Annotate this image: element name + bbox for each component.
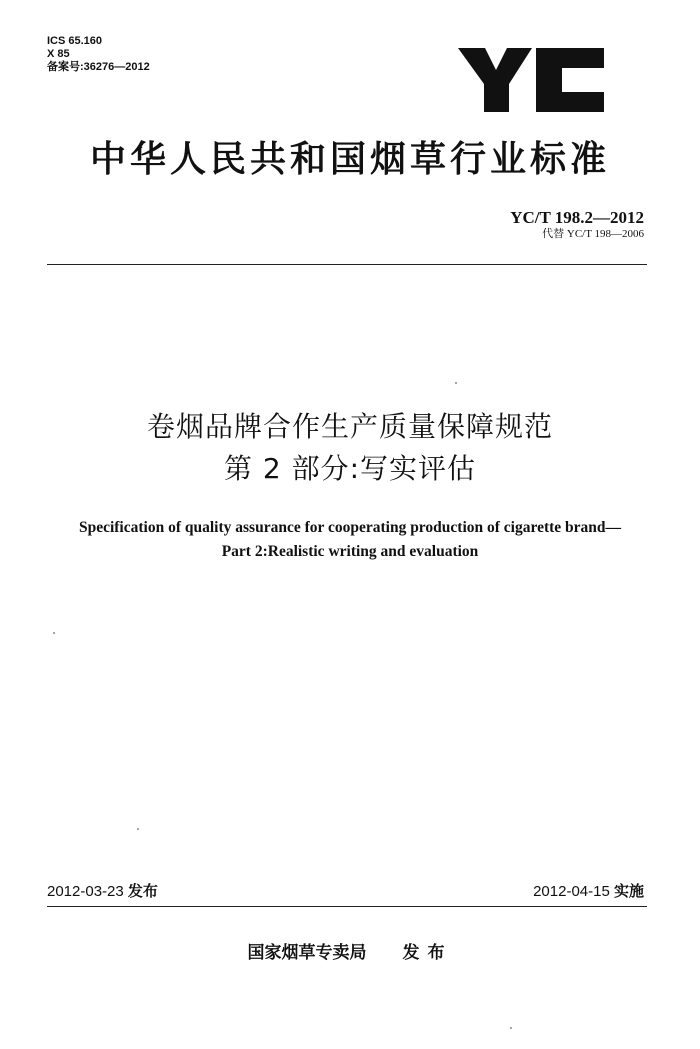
yc-logo [458,44,608,114]
scan-speck [53,632,55,634]
bottom-divider [47,906,647,907]
implement-date-block [533,882,644,902]
doc-title-cn-line2: 第 2 部分:写实评估 [223,452,477,485]
doc-title-en-line1: Specification of quality assurance for cooperating production of cigarette brand— [78,519,622,536]
ics-number: ICS 65.160 [47,35,103,47]
scan-speck [455,382,457,384]
issuer-line [0,942,700,964]
standard-title: 中华人民共和国烟草行业标准 [89,139,610,180]
implement-label: 实施 [613,883,644,900]
standard-code: YC/T 198.2—2012 [510,208,644,227]
implement-date: 2012-04-15 [533,883,610,900]
scan-speck [137,828,139,830]
issuer-action: 发布 [402,943,453,963]
ccs-number: X 85 [47,48,70,60]
issuer-name: 国家烟草专卖局 [247,943,367,963]
doc-title-cn-line1: 卷烟品牌合作生产质量保障规范 [146,410,553,443]
issue-date: 2012-03-23 [47,883,124,900]
filing-number: 备案号:36276—2012 [47,61,150,73]
issue-date-block [47,882,158,902]
logo-text: YC [458,44,460,45]
doc-title-en-line2: Part 2:Realistic writing and evaluation [221,543,479,560]
scan-speck [510,1027,512,1029]
top-divider [47,264,647,265]
replaces-note: 代替 YC/T 198—2006 [542,228,644,240]
issue-label: 发布 [127,883,158,900]
